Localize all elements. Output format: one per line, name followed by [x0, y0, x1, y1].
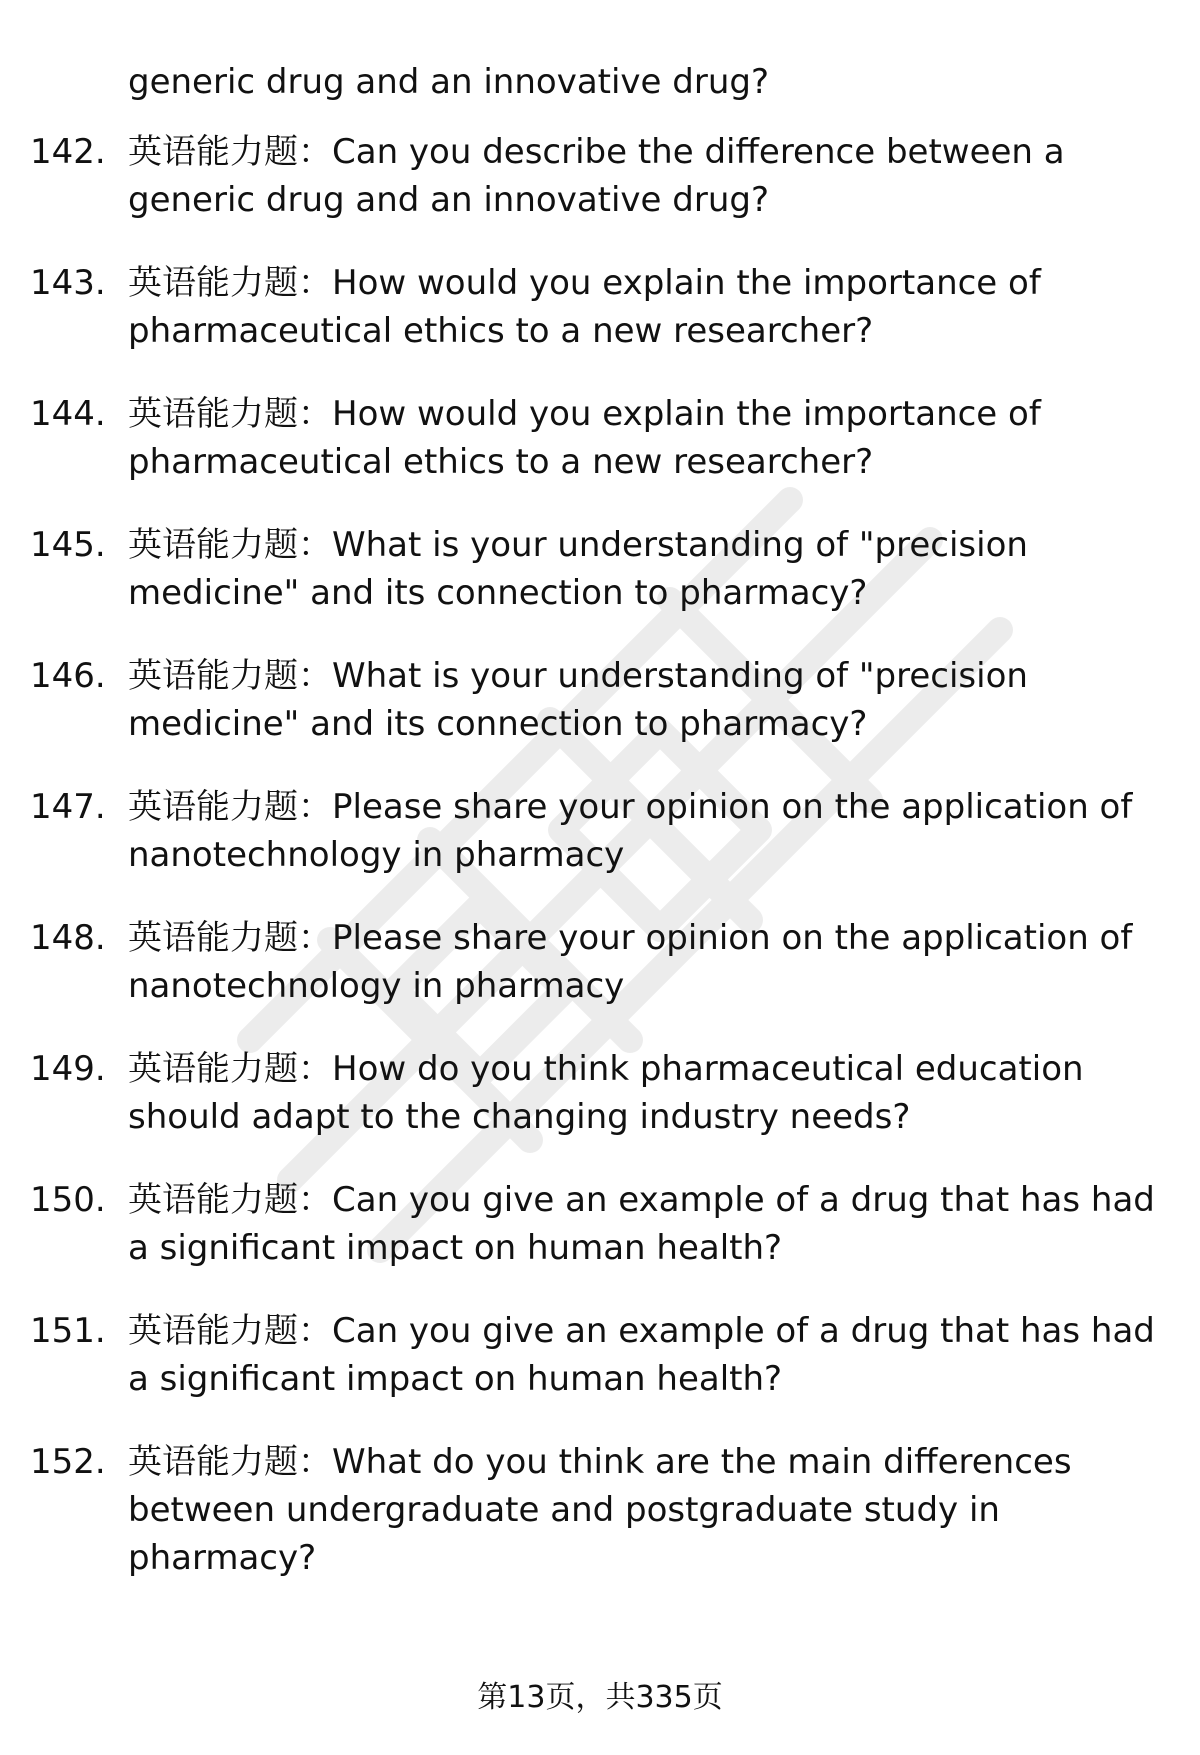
question-number: 152.: [30, 1442, 106, 1482]
question-category-label: 英语能力题：: [128, 1049, 332, 1089]
question-text: How do you think pharmaceutical education should adapt to the changing industry needs?: [128, 1049, 1084, 1137]
question-text: What do you think are the main differences between undergraduate and postgraduate study in pharmacy?: [128, 1442, 1072, 1578]
question-text: Can you describe the difference between a generic drug and an innovative drug?: [128, 132, 1065, 220]
question-number: 143.: [30, 263, 106, 303]
page-footer: [0, 1676, 1200, 1720]
question-number: 145.: [30, 525, 106, 565]
question-body: [128, 521, 1168, 617]
question-text: Can you give an example of a drug that has had a significant impact on human health?: [128, 1180, 1155, 1268]
question-number: 147.: [30, 787, 106, 827]
question-category-label: 英语能力题：: [128, 132, 332, 172]
question-category-label: 英语能力题：: [128, 787, 332, 827]
question-text: How would you explain the importance of pharmaceutical ethics to a new researcher?: [128, 263, 1041, 351]
question-number: 148.: [30, 918, 106, 958]
question-body: [128, 390, 1168, 486]
question-body: [128, 652, 1168, 748]
question-number: 150.: [30, 1180, 106, 1220]
question-number: 144.: [30, 394, 106, 434]
continued-question-text: generic drug and an innovative drug?: [128, 62, 770, 102]
question-number: 151.: [30, 1311, 106, 1351]
question-category-label: 英语能力题：: [128, 656, 332, 696]
question-category-label: 英语能力题：: [128, 394, 332, 434]
question-category-label: 英语能力题：: [128, 1180, 332, 1220]
question-body: [128, 914, 1168, 1010]
question-category-label: 英语能力题：: [128, 263, 332, 303]
question-body: [128, 1176, 1168, 1272]
question-category-label: 英语能力题：: [128, 918, 332, 958]
question-body: [128, 128, 1168, 224]
question-category-label: 英语能力题：: [128, 525, 332, 565]
question-body: [128, 1438, 1168, 1582]
question-body: [128, 259, 1168, 355]
question-number: 149.: [30, 1049, 106, 1089]
question-text: What is your understanding of "precision medicine" and its connection to pharmacy?: [128, 656, 1028, 744]
question-text: Can you give an example of a drug that has had a significant impact on human health?: [128, 1311, 1155, 1399]
question-body: [128, 1307, 1168, 1403]
question-text: How would you explain the importance of pharmaceutical ethics to a new researcher?: [128, 394, 1041, 482]
question-text: Please share your opinion on the application of nanotechnology in pharmacy: [128, 918, 1133, 1006]
question-number: 146.: [30, 656, 106, 696]
question-body: [128, 1045, 1168, 1141]
question-category-label: 英语能力题：: [128, 1311, 332, 1351]
question-category-label: 英语能力题：: [128, 1442, 332, 1482]
question-number: 142.: [30, 132, 106, 172]
question-text: Please share your opinion on the application of nanotechnology in pharmacy: [128, 787, 1133, 875]
question-body: [128, 783, 1168, 879]
question-text: What is your understanding of "precision medicine" and its connection to pharmacy?: [128, 525, 1028, 613]
page-number-label: 第13页，共335页: [477, 1680, 723, 1715]
